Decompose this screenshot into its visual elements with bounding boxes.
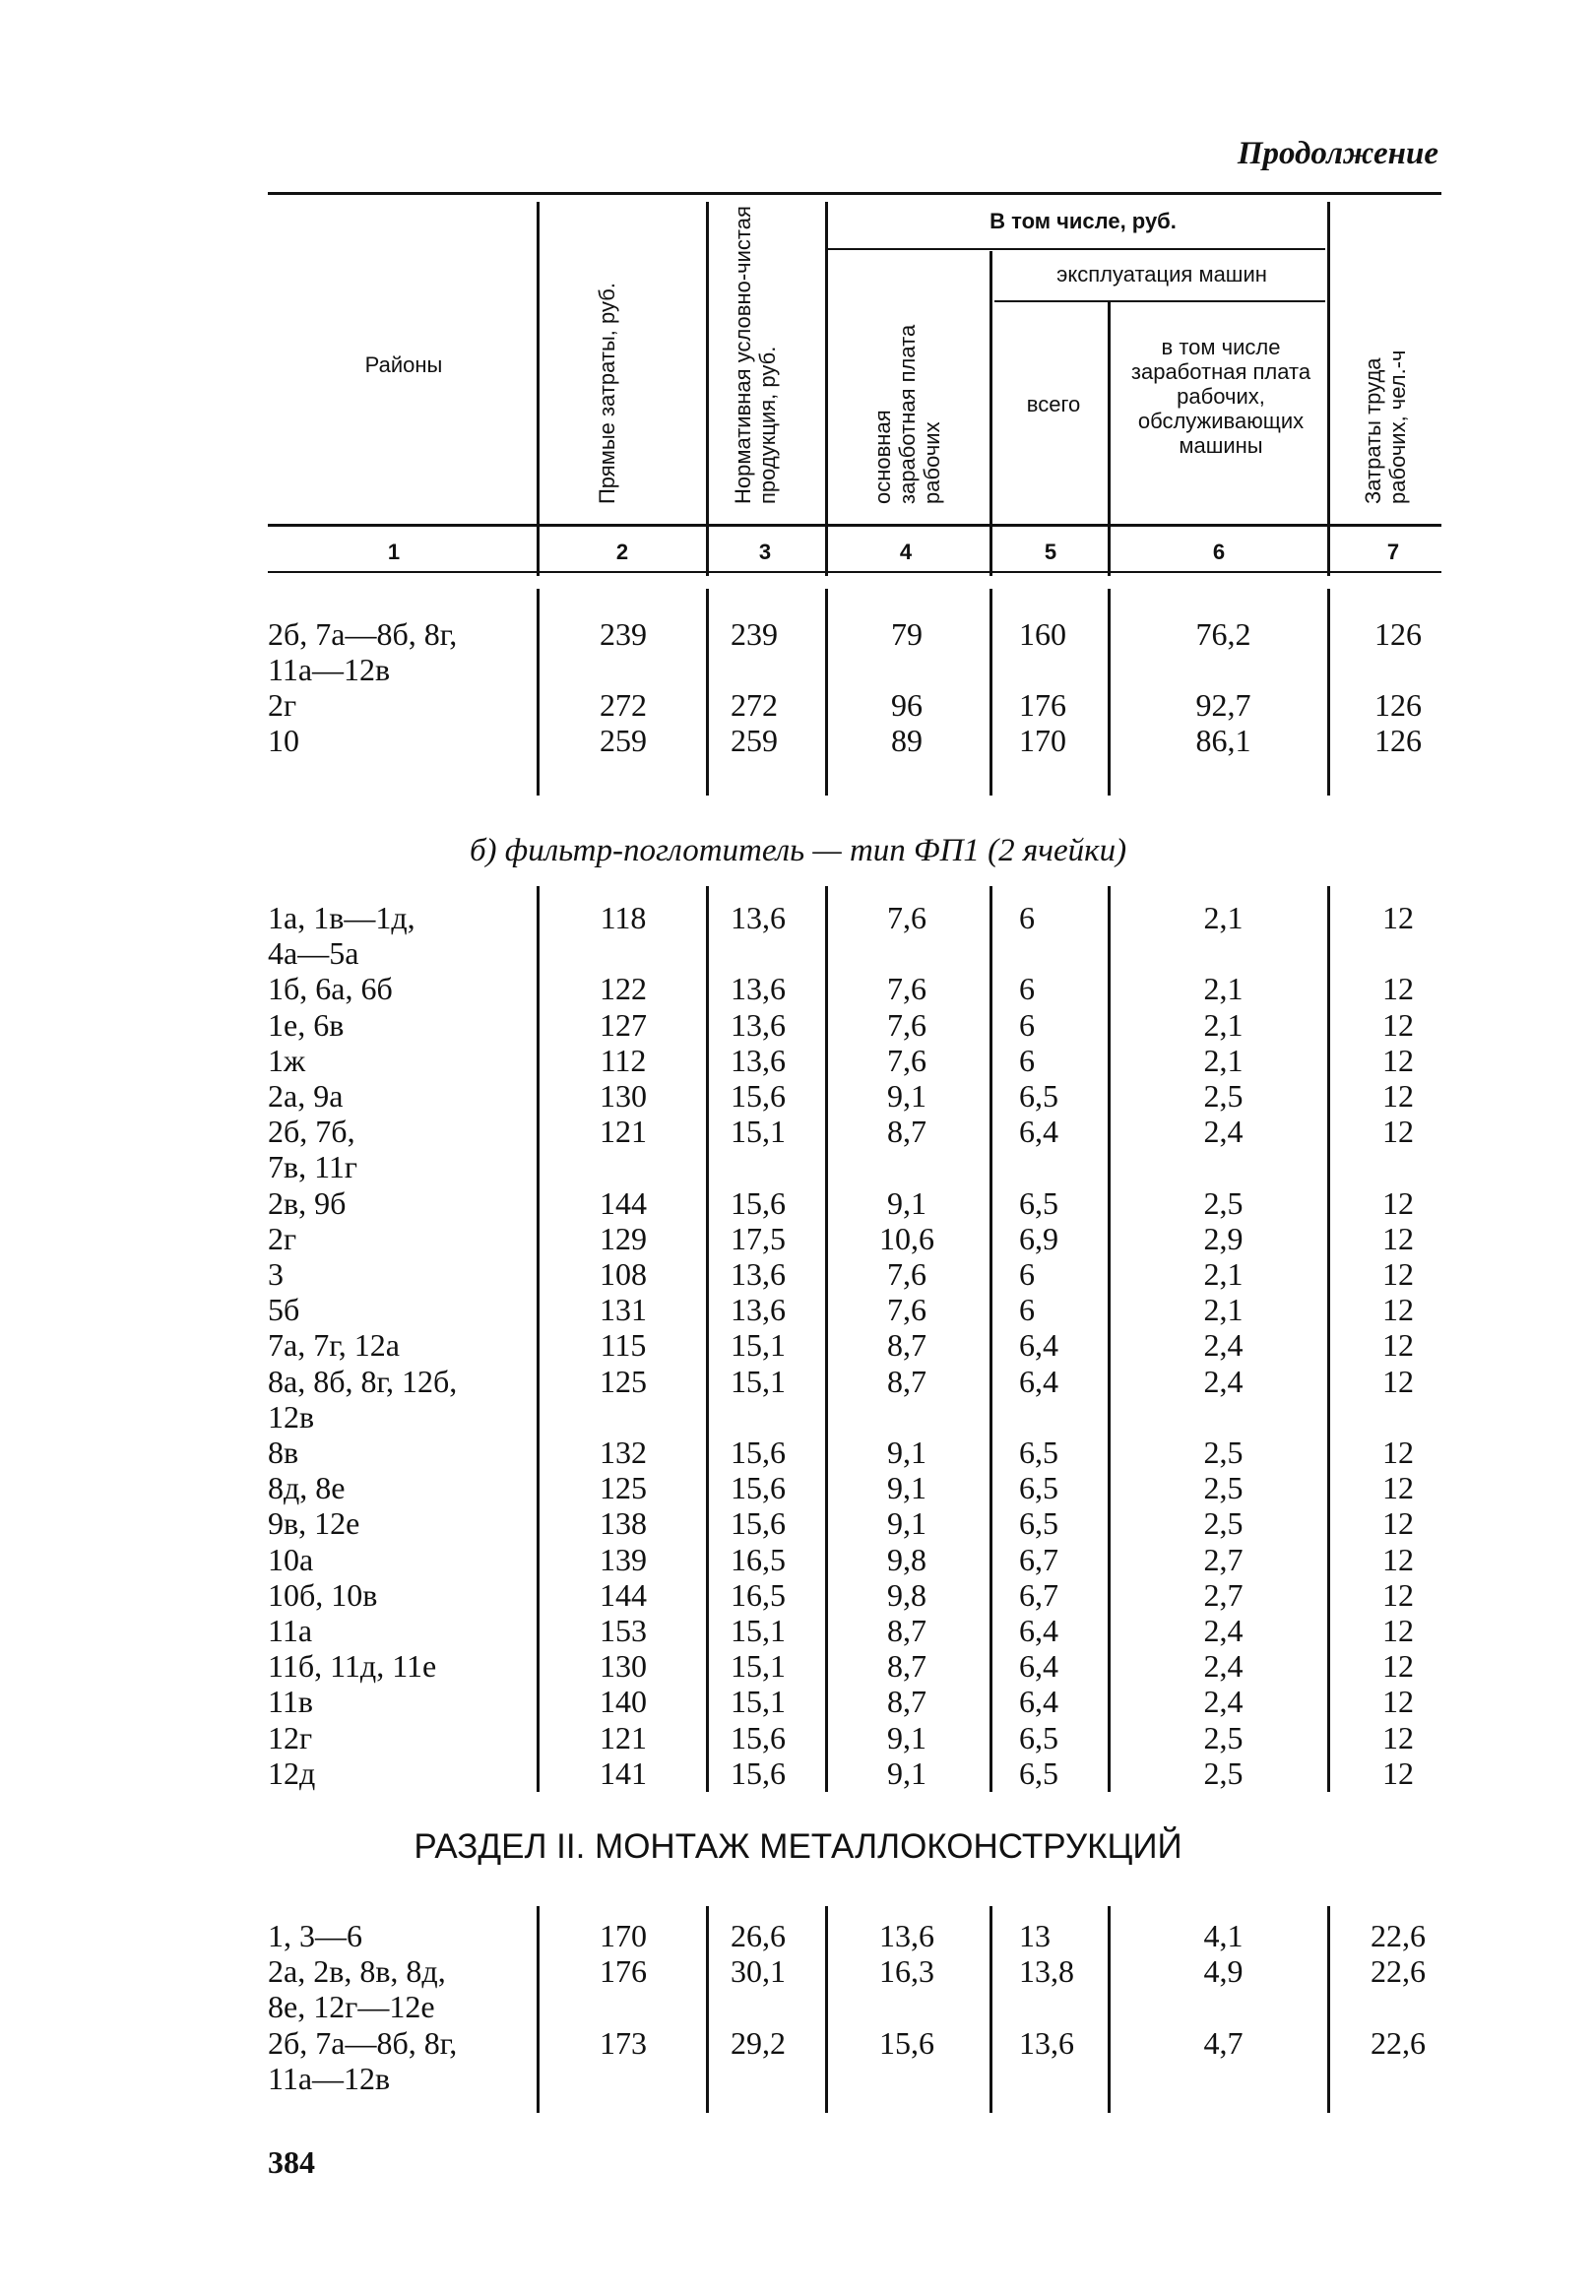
header-labor: Затраты труда рабочих, чел.-ч xyxy=(1361,350,1410,504)
operator-wages-cell: 2,5 xyxy=(1203,1435,1244,1470)
wages-cell: 16,3 xyxy=(879,1953,934,1990)
header-operator-wages: в том числе заработная плата рабочих, обслуживающих машины xyxy=(1130,335,1311,458)
normative-cell: 13,6 xyxy=(731,1006,786,1043)
col-number-5: 5 xyxy=(1044,540,1057,564)
block2-divider-2 xyxy=(706,886,709,1792)
wages-cell: 9,1 xyxy=(887,1184,926,1221)
region-cell: 1а, 1в—1д, 4а—5а xyxy=(268,900,415,971)
machine-total-cell: 6,7 xyxy=(1019,1541,1058,1577)
direct-cost-cell: 130 xyxy=(600,1078,647,1114)
machine-total-cell: 6,5 xyxy=(1019,1435,1058,1470)
region-cell: 10а xyxy=(268,1541,314,1577)
labor-cell: 12 xyxy=(1382,971,1414,1007)
operator-wages-cell: 86,1 xyxy=(1195,723,1251,758)
normative-cell: 13,6 xyxy=(731,1042,786,1078)
labor-cell: 12 xyxy=(1382,1042,1414,1078)
block1-divider-2 xyxy=(706,589,709,796)
direct-cost-cell: 132 xyxy=(600,1435,647,1470)
wages-cell: 7,6 xyxy=(887,900,926,935)
machine-total-cell: 6,4 xyxy=(1019,1327,1058,1364)
col-number-2: 2 xyxy=(615,540,629,564)
operator-wages-cell: 2,4 xyxy=(1203,1114,1244,1150)
machine-total-cell: 6,5 xyxy=(1019,1505,1058,1542)
direct-cost-cell: 131 xyxy=(600,1292,647,1328)
including-rule xyxy=(825,248,1325,250)
block1-divider-4 xyxy=(990,589,992,796)
normative-cell: 16,5 xyxy=(731,1541,786,1577)
operator-wages-cell: 2,4 xyxy=(1203,1363,1244,1399)
block1-divider-3 xyxy=(825,589,828,796)
header-divider-2 xyxy=(706,202,709,576)
operator-wages-cell: 2,1 xyxy=(1203,900,1244,935)
operator-wages-cell: 2,1 xyxy=(1203,1292,1244,1328)
labor-cell: 12 xyxy=(1382,1613,1414,1648)
direct-cost-cell: 121 xyxy=(600,1719,647,1755)
normative-cell: 13,6 xyxy=(731,1292,786,1328)
direct-cost-cell: 129 xyxy=(600,1220,647,1256)
labor-cell: 12 xyxy=(1382,1184,1414,1221)
wages-cell: 89 xyxy=(891,723,923,758)
header-divider-4 xyxy=(990,251,992,576)
block2-divider-4 xyxy=(990,886,992,1792)
wages-cell: 8,7 xyxy=(887,1327,926,1364)
normative-cell: 13,6 xyxy=(731,971,786,1007)
block1-divider-5 xyxy=(1108,589,1111,796)
labor-cell: 22,6 xyxy=(1371,2024,1426,2061)
header-top-rule xyxy=(268,192,1441,195)
machine-total-cell: 6,5 xyxy=(1019,1078,1058,1114)
operator-wages-cell: 2,5 xyxy=(1203,1470,1244,1506)
normative-cell: 15,6 xyxy=(731,1719,786,1755)
labor-cell: 12 xyxy=(1382,1363,1414,1399)
normative-cell: 15,6 xyxy=(731,1184,786,1221)
machine-total-cell: 6 xyxy=(1019,1006,1035,1043)
region-cell: 2б, 7а—8б, 8г, 11а—12в xyxy=(268,2024,458,2096)
operator-wages-cell: 2,5 xyxy=(1203,1754,1244,1791)
colnum-rule xyxy=(268,571,1441,573)
region-cell: 11б, 11д, 11е xyxy=(268,1648,437,1685)
machine-total-cell: 6,5 xyxy=(1019,1470,1058,1506)
wages-cell: 9,1 xyxy=(887,1470,926,1506)
header-regions: Районы xyxy=(364,352,443,377)
normative-cell: 15,1 xyxy=(731,1114,786,1150)
header-divider-6 xyxy=(1327,202,1330,576)
machine-total-cell: 6,4 xyxy=(1019,1114,1058,1150)
machine-total-cell: 13,6 xyxy=(1019,2024,1074,2061)
region-cell: 1б, 6а, 6б xyxy=(268,971,393,1007)
machine-total-cell: 6,4 xyxy=(1019,1363,1058,1399)
normative-cell: 239 xyxy=(731,616,778,652)
machine-rule xyxy=(994,300,1325,302)
direct-cost-cell: 144 xyxy=(600,1184,647,1221)
normative-cell: 16,5 xyxy=(731,1576,786,1613)
block2-divider-6 xyxy=(1327,886,1330,1792)
region-cell: 8д, 8е xyxy=(268,1470,346,1506)
normative-cell: 272 xyxy=(731,687,778,723)
labor-cell: 126 xyxy=(1374,723,1422,758)
operator-wages-cell: 2,5 xyxy=(1203,1184,1244,1221)
col-number-7: 7 xyxy=(1386,540,1400,564)
normative-cell: 17,5 xyxy=(731,1220,786,1256)
wages-cell: 96 xyxy=(891,687,923,723)
wages-cell: 8,7 xyxy=(887,1114,926,1150)
machine-total-cell: 6,5 xyxy=(1019,1719,1058,1755)
operator-wages-cell: 2,5 xyxy=(1203,1719,1244,1755)
subsection-title: б) фильтр-поглотитель — тип ФП1 (2 ячейки) xyxy=(469,833,1127,868)
wages-cell: 8,7 xyxy=(887,1363,926,1399)
direct-cost-cell: 239 xyxy=(600,616,647,652)
direct-cost-cell: 139 xyxy=(600,1541,647,1577)
normative-cell: 15,6 xyxy=(731,1435,786,1470)
wages-cell: 9,8 xyxy=(887,1576,926,1613)
normative-cell: 15,1 xyxy=(731,1363,786,1399)
machine-total-cell: 176 xyxy=(1019,687,1066,723)
header-divider-1 xyxy=(537,202,540,576)
operator-wages-cell: 2,7 xyxy=(1203,1576,1244,1613)
region-cell: 5б xyxy=(268,1292,300,1328)
operator-wages-cell: 2,1 xyxy=(1203,1042,1244,1078)
block3-divider-6 xyxy=(1327,1906,1330,2113)
normative-cell: 15,6 xyxy=(731,1505,786,1542)
labor-cell: 12 xyxy=(1382,900,1414,935)
normative-cell: 15,1 xyxy=(731,1648,786,1685)
direct-cost-cell: 125 xyxy=(600,1470,647,1506)
wages-cell: 7,6 xyxy=(887,1006,926,1043)
operator-wages-cell: 2,4 xyxy=(1203,1327,1244,1364)
labor-cell: 12 xyxy=(1382,1541,1414,1577)
wages-cell: 8,7 xyxy=(887,1648,926,1685)
header-bottom-rule xyxy=(268,524,1441,527)
labor-cell: 126 xyxy=(1374,687,1422,723)
operator-wages-cell: 2,4 xyxy=(1203,1684,1244,1720)
header-normative-output: Нормативная условно-чистая продукция, руб. xyxy=(731,206,780,504)
region-cell: 2б, 7а—8б, 8г, 11а—12в xyxy=(268,616,458,687)
direct-cost-cell: 130 xyxy=(600,1648,647,1685)
labor-cell: 12 xyxy=(1382,1292,1414,1328)
header-including: В том числе, руб. xyxy=(990,209,1177,233)
wages-cell: 15,6 xyxy=(879,2024,934,2061)
wages-cell: 7,6 xyxy=(887,1292,926,1328)
machine-total-cell: 6 xyxy=(1019,1042,1035,1078)
labor-cell: 22,6 xyxy=(1371,1918,1426,1953)
wages-cell: 9,1 xyxy=(887,1435,926,1470)
region-cell: 3 xyxy=(268,1256,284,1292)
direct-cost-cell: 144 xyxy=(600,1576,647,1613)
operator-wages-cell: 92,7 xyxy=(1195,687,1251,723)
normative-cell: 13,6 xyxy=(731,1256,786,1292)
header-machine-operation: эксплуатация машин xyxy=(1056,262,1267,287)
machine-total-cell: 6 xyxy=(1019,900,1035,935)
direct-cost-cell: 173 xyxy=(600,2024,647,2061)
region-cell: 2в, 9б xyxy=(268,1184,347,1221)
region-cell: 11а xyxy=(268,1613,313,1648)
direct-cost-cell: 127 xyxy=(600,1006,647,1043)
normative-cell: 30,1 xyxy=(731,1953,786,1990)
labor-cell: 22,6 xyxy=(1371,1953,1426,1990)
region-cell: 12д xyxy=(268,1754,316,1791)
machine-total-cell: 13,8 xyxy=(1019,1953,1074,1990)
normative-cell: 13,6 xyxy=(731,900,786,935)
wages-cell: 79 xyxy=(891,616,923,652)
wages-cell: 10,6 xyxy=(879,1220,934,1256)
operator-wages-cell: 2,4 xyxy=(1203,1648,1244,1685)
direct-cost-cell: 176 xyxy=(600,1953,647,1990)
machine-total-cell: 6,4 xyxy=(1019,1648,1058,1685)
col-number-1: 1 xyxy=(387,540,401,564)
block2-divider-5 xyxy=(1108,886,1111,1792)
machine-total-cell: 160 xyxy=(1019,616,1066,652)
labor-cell: 12 xyxy=(1382,1505,1414,1542)
direct-cost-cell: 138 xyxy=(600,1505,647,1542)
direct-cost-cell: 153 xyxy=(600,1613,647,1648)
section-title: РАЗДЕЛ II. МОНТАЖ МЕТАЛЛОКОНСТРУКЦИЙ xyxy=(414,1827,1182,1866)
wages-cell: 9,1 xyxy=(887,1078,926,1114)
wages-cell: 13,6 xyxy=(879,1918,934,1953)
labor-cell: 12 xyxy=(1382,1435,1414,1470)
operator-wages-cell: 2,7 xyxy=(1203,1541,1244,1577)
header-total: всего xyxy=(1026,392,1081,416)
region-cell: 1, 3—6 xyxy=(268,1918,362,1953)
region-cell: 7а, 7г, 12а xyxy=(268,1327,400,1364)
machine-total-cell: 6,4 xyxy=(1019,1684,1058,1720)
machine-total-cell: 6 xyxy=(1019,971,1035,1007)
region-cell: 10б, 10в xyxy=(268,1576,378,1613)
normative-cell: 15,6 xyxy=(731,1754,786,1791)
direct-cost-cell: 125 xyxy=(600,1363,647,1399)
labor-cell: 12 xyxy=(1382,1719,1414,1755)
direct-cost-cell: 118 xyxy=(600,900,647,935)
machine-total-cell: 6,4 xyxy=(1019,1613,1058,1648)
block3-divider-4 xyxy=(990,1906,992,2113)
operator-wages-cell: 2,1 xyxy=(1203,1006,1244,1043)
operator-wages-cell: 2,1 xyxy=(1203,1256,1244,1292)
block1-divider-6 xyxy=(1327,589,1330,796)
operator-wages-cell: 2,5 xyxy=(1203,1078,1244,1114)
region-cell: 2б, 7б, 7в, 11г xyxy=(268,1114,358,1185)
machine-total-cell: 13 xyxy=(1019,1918,1051,1953)
region-cell: 10 xyxy=(268,723,299,758)
region-cell: 9в, 12е xyxy=(268,1505,360,1542)
block2-divider-3 xyxy=(825,886,828,1792)
labor-cell: 12 xyxy=(1382,1470,1414,1506)
block3-divider-2 xyxy=(706,1906,709,2113)
continued-label: Продолжение xyxy=(1237,136,1438,171)
header-base-wages: основная заработная плата рабочих xyxy=(870,324,944,504)
wages-cell: 9,8 xyxy=(887,1541,926,1577)
page-number: 384 xyxy=(268,2144,315,2180)
machine-total-cell: 6,9 xyxy=(1019,1220,1058,1256)
col-number-3: 3 xyxy=(758,540,772,564)
machine-total-cell: 6 xyxy=(1019,1256,1035,1292)
region-cell: 2г xyxy=(268,1220,297,1256)
machine-total-cell: 170 xyxy=(1019,723,1066,758)
block3-divider-3 xyxy=(825,1906,828,2113)
wages-cell: 9,1 xyxy=(887,1505,926,1542)
normative-cell: 15,1 xyxy=(731,1613,786,1648)
direct-cost-cell: 122 xyxy=(600,971,647,1007)
col-number-6: 6 xyxy=(1212,540,1226,564)
wages-cell: 9,1 xyxy=(887,1719,926,1755)
wages-cell: 7,6 xyxy=(887,1042,926,1078)
labor-cell: 12 xyxy=(1382,1648,1414,1685)
machine-total-cell: 6,5 xyxy=(1019,1184,1058,1221)
region-cell: 11в xyxy=(268,1684,313,1720)
header-divider-3 xyxy=(825,202,828,576)
operator-wages-cell: 4,7 xyxy=(1203,2024,1244,2061)
operator-wages-cell: 76,2 xyxy=(1195,616,1251,652)
labor-cell: 12 xyxy=(1382,1256,1414,1292)
direct-cost-cell: 108 xyxy=(600,1256,647,1292)
direct-cost-cell: 141 xyxy=(600,1754,647,1791)
labor-cell: 12 xyxy=(1382,1114,1414,1150)
region-cell: 8а, 8б, 8г, 12б, 12в xyxy=(268,1363,458,1435)
normative-cell: 15,6 xyxy=(731,1470,786,1506)
machine-total-cell: 6,5 xyxy=(1019,1754,1058,1791)
block3-divider-5 xyxy=(1108,1906,1111,2113)
operator-wages-cell: 2,9 xyxy=(1203,1220,1244,1256)
labor-cell: 126 xyxy=(1374,616,1422,652)
region-cell: 8в xyxy=(268,1435,299,1470)
col-number-4: 4 xyxy=(899,540,913,564)
labor-cell: 12 xyxy=(1382,1754,1414,1791)
operator-wages-cell: 4,1 xyxy=(1203,1918,1244,1953)
normative-cell: 15,1 xyxy=(731,1327,786,1364)
region-cell: 2а, 9а xyxy=(268,1078,344,1114)
direct-cost-cell: 121 xyxy=(600,1114,647,1150)
machine-total-cell: 6 xyxy=(1019,1292,1035,1328)
normative-cell: 26,6 xyxy=(731,1918,786,1953)
labor-cell: 12 xyxy=(1382,1220,1414,1256)
operator-wages-cell: 2,1 xyxy=(1203,971,1244,1007)
labor-cell: 12 xyxy=(1382,1576,1414,1613)
header-direct-costs: Прямые затраты, руб. xyxy=(595,283,619,504)
direct-cost-cell: 112 xyxy=(600,1042,647,1078)
machine-total-cell: 6,7 xyxy=(1019,1576,1058,1613)
region-cell: 12г xyxy=(268,1719,313,1755)
wages-cell: 7,6 xyxy=(887,1256,926,1292)
operator-wages-cell: 2,5 xyxy=(1203,1505,1244,1542)
header-divider-5 xyxy=(1108,300,1111,576)
normative-cell: 259 xyxy=(731,723,778,758)
region-cell: 1ж xyxy=(268,1042,306,1078)
labor-cell: 12 xyxy=(1382,1327,1414,1364)
region-cell: 1е, 6в xyxy=(268,1006,345,1043)
direct-cost-cell: 140 xyxy=(600,1684,647,1720)
normative-cell: 15,1 xyxy=(731,1684,786,1720)
wages-cell: 8,7 xyxy=(887,1613,926,1648)
labor-cell: 12 xyxy=(1382,1078,1414,1114)
operator-wages-cell: 4,9 xyxy=(1203,1953,1244,1990)
wages-cell: 7,6 xyxy=(887,971,926,1007)
direct-cost-cell: 115 xyxy=(600,1327,647,1364)
region-cell: 2г xyxy=(268,687,297,723)
normative-cell: 15,6 xyxy=(731,1078,786,1114)
direct-cost-cell: 259 xyxy=(600,723,647,758)
labor-cell: 12 xyxy=(1382,1684,1414,1720)
normative-cell: 29,2 xyxy=(731,2024,786,2061)
direct-cost-cell: 170 xyxy=(600,1918,647,1953)
region-cell: 2а, 2в, 8в, 8д, 8е, 12г—12е xyxy=(268,1953,446,2025)
labor-cell: 12 xyxy=(1382,1006,1414,1043)
operator-wages-cell: 2,4 xyxy=(1203,1613,1244,1648)
wages-cell: 9,1 xyxy=(887,1754,926,1791)
wages-cell: 8,7 xyxy=(887,1684,926,1720)
direct-cost-cell: 272 xyxy=(600,687,647,723)
